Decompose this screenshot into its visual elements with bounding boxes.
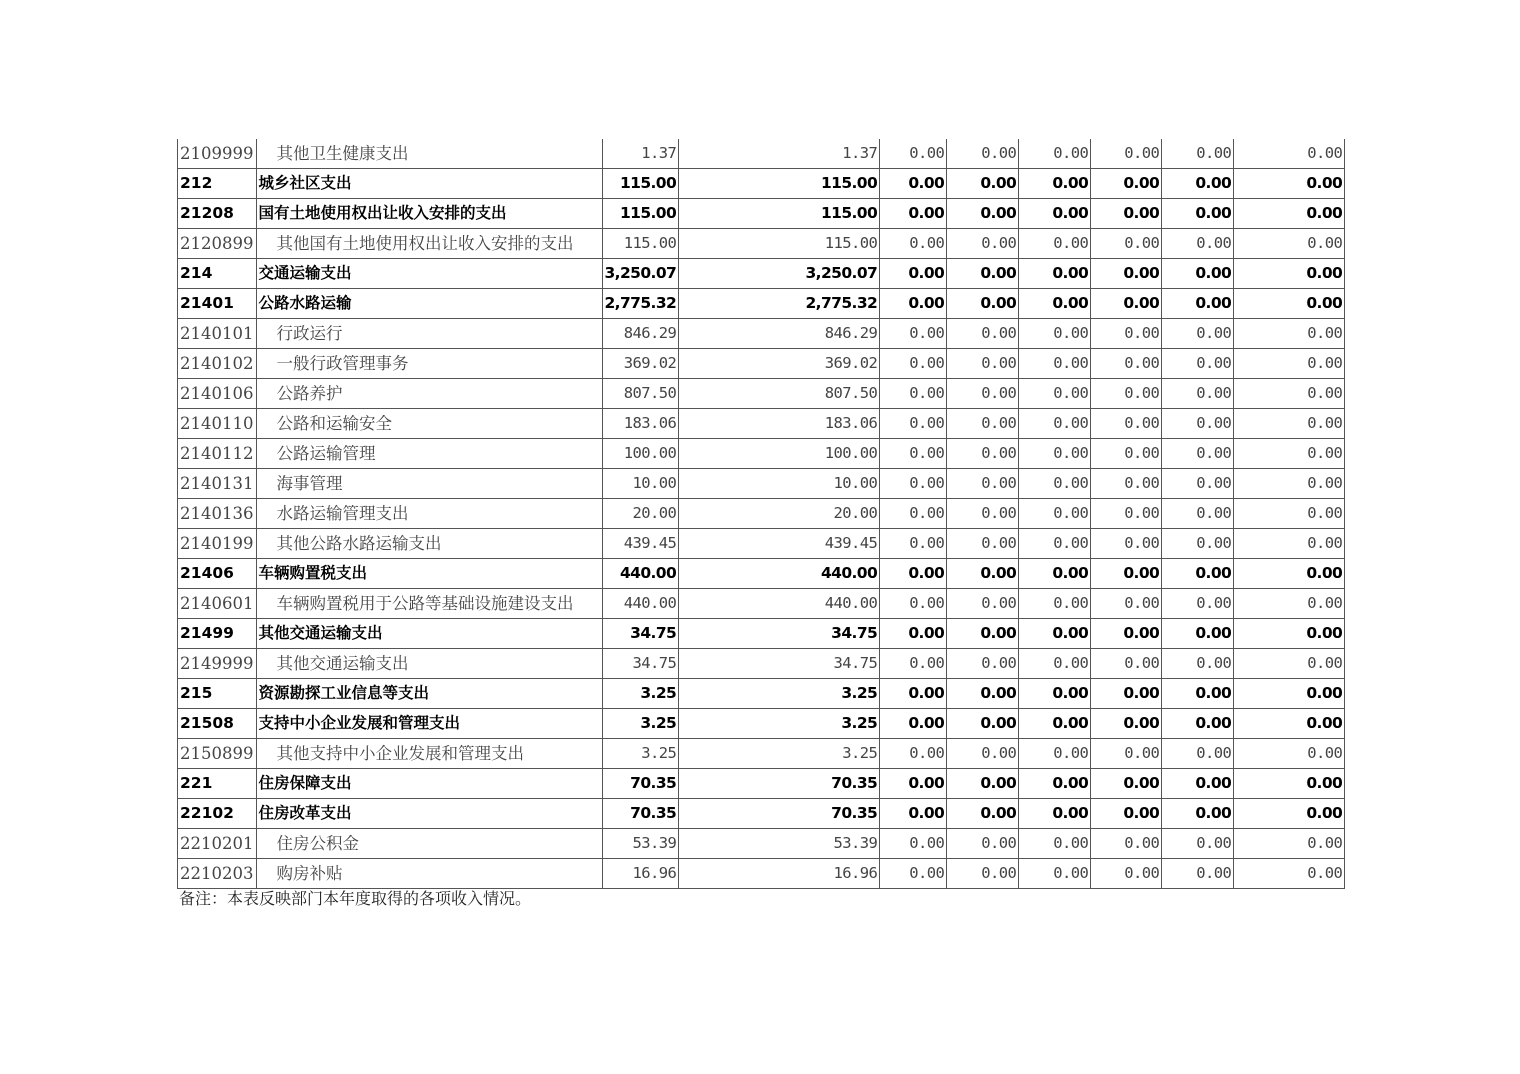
value-cell: 115.00 bbox=[602, 169, 679, 199]
value-cell: 0.00 bbox=[1091, 589, 1162, 619]
value-cell: 0.00 bbox=[880, 499, 947, 529]
value-cell: 0.00 bbox=[947, 589, 1019, 619]
value-cell: 0.00 bbox=[1162, 649, 1234, 679]
row-name: 水路运输管理支出 bbox=[256, 499, 602, 529]
table-row bbox=[178, 139, 1345, 169]
value-cell: 0.00 bbox=[1162, 349, 1234, 379]
value-cell: 0.00 bbox=[1019, 139, 1091, 169]
value-cell: 0.00 bbox=[880, 259, 947, 289]
value-cell: 34.75 bbox=[602, 619, 679, 649]
value-cell: 440.00 bbox=[602, 589, 679, 619]
value-cell: 0.00 bbox=[947, 139, 1019, 169]
row-code: 21401 bbox=[178, 289, 257, 319]
value-cell: 0.00 bbox=[1091, 469, 1162, 499]
value-cell: 0.00 bbox=[1162, 679, 1234, 709]
value-cell: 1.37 bbox=[602, 139, 679, 169]
value-cell: 0.00 bbox=[1234, 199, 1345, 229]
value-cell: 0.00 bbox=[947, 349, 1019, 379]
value-cell: 0.00 bbox=[1091, 199, 1162, 229]
value-cell: 0.00 bbox=[1162, 379, 1234, 409]
table-body bbox=[178, 139, 1345, 889]
value-cell: 20.00 bbox=[602, 499, 679, 529]
table-row bbox=[178, 319, 1345, 349]
value-cell: 0.00 bbox=[1019, 769, 1091, 799]
value-cell: 10.00 bbox=[679, 469, 880, 499]
row-name: 住房改革支出 bbox=[256, 799, 602, 829]
value-cell: 0.00 bbox=[1162, 829, 1234, 859]
row-code: 2120899 bbox=[178, 229, 257, 259]
value-cell: 0.00 bbox=[1162, 229, 1234, 259]
value-cell: 0.00 bbox=[1234, 289, 1345, 319]
value-cell: 0.00 bbox=[1234, 829, 1345, 859]
value-cell: 3.25 bbox=[679, 739, 880, 769]
row-name: 城乡社区支出 bbox=[256, 169, 602, 199]
value-cell: 0.00 bbox=[1234, 469, 1345, 499]
row-code: 21508 bbox=[178, 709, 257, 739]
table-row bbox=[178, 409, 1345, 439]
value-cell: 0.00 bbox=[1234, 589, 1345, 619]
value-cell: 0.00 bbox=[947, 439, 1019, 469]
table-row bbox=[178, 229, 1345, 259]
row-code: 2140136 bbox=[178, 499, 257, 529]
row-code: 2150899 bbox=[178, 739, 257, 769]
value-cell: 10.00 bbox=[602, 469, 679, 499]
value-cell: 0.00 bbox=[1162, 529, 1234, 559]
value-cell: 34.75 bbox=[679, 649, 880, 679]
row-code: 21406 bbox=[178, 559, 257, 589]
value-cell: 0.00 bbox=[1162, 499, 1234, 529]
value-cell: 0.00 bbox=[1234, 409, 1345, 439]
value-cell: 0.00 bbox=[947, 259, 1019, 289]
value-cell: 70.35 bbox=[679, 799, 880, 829]
value-cell: 183.06 bbox=[679, 409, 880, 439]
table-row bbox=[178, 559, 1345, 589]
row-name: 车辆购置税支出 bbox=[256, 559, 602, 589]
value-cell: 0.00 bbox=[1234, 349, 1345, 379]
table-row bbox=[178, 499, 1345, 529]
value-cell: 0.00 bbox=[1234, 769, 1345, 799]
value-cell: 0.00 bbox=[947, 679, 1019, 709]
value-cell: 0.00 bbox=[1162, 259, 1234, 289]
table-row bbox=[178, 799, 1345, 829]
row-code: 2140110 bbox=[178, 409, 257, 439]
income-table bbox=[177, 139, 1345, 889]
value-cell: 100.00 bbox=[602, 439, 679, 469]
value-cell: 0.00 bbox=[1091, 709, 1162, 739]
value-cell: 0.00 bbox=[1234, 649, 1345, 679]
row-name: 公路运输管理 bbox=[256, 439, 602, 469]
value-cell: 0.00 bbox=[1091, 259, 1162, 289]
table-row bbox=[178, 169, 1345, 199]
value-cell: 0.00 bbox=[1019, 529, 1091, 559]
value-cell: 0.00 bbox=[880, 469, 947, 499]
value-cell: 115.00 bbox=[602, 229, 679, 259]
value-cell: 0.00 bbox=[1091, 499, 1162, 529]
value-cell: 2,775.32 bbox=[602, 289, 679, 319]
table-row bbox=[178, 709, 1345, 739]
value-cell: 0.00 bbox=[880, 139, 947, 169]
value-cell: 2,775.32 bbox=[679, 289, 880, 319]
value-cell: 440.00 bbox=[602, 559, 679, 589]
row-name: 住房保障支出 bbox=[256, 769, 602, 799]
row-code: 2210201 bbox=[178, 829, 257, 859]
value-cell: 0.00 bbox=[1234, 499, 1345, 529]
value-cell: 0.00 bbox=[880, 589, 947, 619]
value-cell: 0.00 bbox=[1091, 169, 1162, 199]
value-cell: 0.00 bbox=[880, 559, 947, 589]
row-code: 2140102 bbox=[178, 349, 257, 379]
value-cell: 0.00 bbox=[1091, 139, 1162, 169]
value-cell: 0.00 bbox=[1019, 859, 1091, 889]
row-name: 住房公积金 bbox=[256, 829, 602, 859]
row-name: 行政运行 bbox=[256, 319, 602, 349]
row-code: 214 bbox=[178, 259, 257, 289]
value-cell: 0.00 bbox=[947, 619, 1019, 649]
row-name: 国有土地使用权出让收入安排的支出 bbox=[256, 199, 602, 229]
value-cell: 0.00 bbox=[947, 829, 1019, 859]
table-row bbox=[178, 679, 1345, 709]
value-cell: 0.00 bbox=[947, 799, 1019, 829]
value-cell: 34.75 bbox=[679, 619, 880, 649]
row-name: 支持中小企业发展和管理支出 bbox=[256, 709, 602, 739]
value-cell: 70.35 bbox=[602, 799, 679, 829]
value-cell: 0.00 bbox=[880, 679, 947, 709]
value-cell: 0.00 bbox=[880, 319, 947, 349]
row-code: 2109999 bbox=[178, 139, 257, 169]
row-code: 2140199 bbox=[178, 529, 257, 559]
value-cell: 0.00 bbox=[1019, 709, 1091, 739]
value-cell: 0.00 bbox=[1162, 739, 1234, 769]
value-cell: 0.00 bbox=[1091, 769, 1162, 799]
value-cell: 0.00 bbox=[1234, 709, 1345, 739]
row-code: 215 bbox=[178, 679, 257, 709]
value-cell: 0.00 bbox=[880, 799, 947, 829]
value-cell: 369.02 bbox=[679, 349, 880, 379]
value-cell: 115.00 bbox=[679, 229, 880, 259]
value-cell: 3.25 bbox=[602, 739, 679, 769]
value-cell: 369.02 bbox=[602, 349, 679, 379]
table-footnote: 备注：本表反映部门本年度取得的各项收入情况。 bbox=[179, 889, 532, 908]
value-cell: 0.00 bbox=[1234, 439, 1345, 469]
value-cell: 70.35 bbox=[602, 769, 679, 799]
value-cell: 0.00 bbox=[1091, 829, 1162, 859]
value-cell: 846.29 bbox=[602, 319, 679, 349]
value-cell: 3,250.07 bbox=[679, 259, 880, 289]
value-cell: 0.00 bbox=[1234, 379, 1345, 409]
value-cell: 0.00 bbox=[1091, 859, 1162, 889]
value-cell: 0.00 bbox=[880, 409, 947, 439]
value-cell: 0.00 bbox=[880, 619, 947, 649]
value-cell: 0.00 bbox=[1234, 139, 1345, 169]
value-cell: 0.00 bbox=[880, 829, 947, 859]
value-cell: 0.00 bbox=[1234, 259, 1345, 289]
value-cell: 0.00 bbox=[1162, 709, 1234, 739]
value-cell: 0.00 bbox=[1234, 229, 1345, 259]
value-cell: 0.00 bbox=[880, 529, 947, 559]
value-cell: 3,250.07 bbox=[602, 259, 679, 289]
value-cell: 0.00 bbox=[1162, 469, 1234, 499]
value-cell: 16.96 bbox=[679, 859, 880, 889]
row-code: 21208 bbox=[178, 199, 257, 229]
value-cell: 0.00 bbox=[1234, 679, 1345, 709]
row-name: 其他交通运输支出 bbox=[256, 649, 602, 679]
value-cell: 0.00 bbox=[1091, 619, 1162, 649]
row-code: 22102 bbox=[178, 799, 257, 829]
value-cell: 0.00 bbox=[1091, 799, 1162, 829]
value-cell: 0.00 bbox=[1234, 859, 1345, 889]
value-cell: 0.00 bbox=[1091, 409, 1162, 439]
value-cell: 439.45 bbox=[679, 529, 880, 559]
row-code: 212 bbox=[178, 169, 257, 199]
value-cell: 0.00 bbox=[1019, 619, 1091, 649]
value-cell: 0.00 bbox=[1019, 349, 1091, 379]
table-row bbox=[178, 289, 1345, 319]
value-cell: 3.25 bbox=[679, 709, 880, 739]
value-cell: 0.00 bbox=[1019, 169, 1091, 199]
value-cell: 0.00 bbox=[880, 199, 947, 229]
row-name: 其他交通运输支出 bbox=[256, 619, 602, 649]
value-cell: 0.00 bbox=[880, 649, 947, 679]
value-cell: 0.00 bbox=[880, 769, 947, 799]
table-row bbox=[178, 769, 1345, 799]
value-cell: 53.39 bbox=[679, 829, 880, 859]
value-cell: 0.00 bbox=[1234, 169, 1345, 199]
value-cell: 70.35 bbox=[679, 769, 880, 799]
row-name: 一般行政管理事务 bbox=[256, 349, 602, 379]
row-name: 购房补贴 bbox=[256, 859, 602, 889]
value-cell: 0.00 bbox=[880, 169, 947, 199]
table-row bbox=[178, 739, 1345, 769]
row-name: 其他支持中小企业发展和管理支出 bbox=[256, 739, 602, 769]
value-cell: 0.00 bbox=[1234, 619, 1345, 649]
row-name: 公路水路运输 bbox=[256, 289, 602, 319]
value-cell: 0.00 bbox=[947, 529, 1019, 559]
value-cell: 0.00 bbox=[1091, 379, 1162, 409]
row-name: 交通运输支出 bbox=[256, 259, 602, 289]
row-code: 221 bbox=[178, 769, 257, 799]
row-name: 其他公路水路运输支出 bbox=[256, 529, 602, 559]
value-cell: 0.00 bbox=[1019, 229, 1091, 259]
value-cell: 0.00 bbox=[947, 229, 1019, 259]
value-cell: 0.00 bbox=[880, 289, 947, 319]
table-row bbox=[178, 469, 1345, 499]
value-cell: 0.00 bbox=[1091, 679, 1162, 709]
value-cell: 0.00 bbox=[947, 649, 1019, 679]
value-cell: 0.00 bbox=[1019, 439, 1091, 469]
value-cell: 0.00 bbox=[880, 739, 947, 769]
value-cell: 0.00 bbox=[1019, 319, 1091, 349]
value-cell: 0.00 bbox=[1019, 589, 1091, 619]
value-cell: 0.00 bbox=[880, 229, 947, 259]
value-cell: 440.00 bbox=[679, 559, 880, 589]
row-name: 公路和运输安全 bbox=[256, 409, 602, 439]
row-code: 2140106 bbox=[178, 379, 257, 409]
value-cell: 0.00 bbox=[1234, 529, 1345, 559]
value-cell: 0.00 bbox=[1162, 619, 1234, 649]
value-cell: 0.00 bbox=[1162, 559, 1234, 589]
value-cell: 3.25 bbox=[602, 679, 679, 709]
value-cell: 0.00 bbox=[1162, 439, 1234, 469]
value-cell: 0.00 bbox=[1019, 739, 1091, 769]
value-cell: 0.00 bbox=[947, 199, 1019, 229]
table-row bbox=[178, 859, 1345, 889]
value-cell: 0.00 bbox=[1162, 169, 1234, 199]
value-cell: 0.00 bbox=[947, 559, 1019, 589]
value-cell: 0.00 bbox=[1019, 469, 1091, 499]
value-cell: 0.00 bbox=[1091, 739, 1162, 769]
value-cell: 0.00 bbox=[1091, 529, 1162, 559]
value-cell: 0.00 bbox=[1019, 499, 1091, 529]
value-cell: 115.00 bbox=[679, 169, 880, 199]
value-cell: 0.00 bbox=[1019, 259, 1091, 289]
value-cell: 0.00 bbox=[1162, 319, 1234, 349]
value-cell: 100.00 bbox=[679, 439, 880, 469]
value-cell: 53.39 bbox=[602, 829, 679, 859]
value-cell: 0.00 bbox=[1019, 559, 1091, 589]
value-cell: 807.50 bbox=[679, 379, 880, 409]
row-name: 其他国有土地使用权出让收入安排的支出 bbox=[256, 229, 602, 259]
value-cell: 0.00 bbox=[1019, 199, 1091, 229]
value-cell: 0.00 bbox=[1162, 769, 1234, 799]
row-code: 21499 bbox=[178, 619, 257, 649]
value-cell: 0.00 bbox=[947, 739, 1019, 769]
value-cell: 3.25 bbox=[602, 709, 679, 739]
value-cell: 0.00 bbox=[1162, 799, 1234, 829]
value-cell: 0.00 bbox=[1091, 649, 1162, 679]
value-cell: 0.00 bbox=[1091, 559, 1162, 589]
value-cell: 0.00 bbox=[1162, 859, 1234, 889]
value-cell: 0.00 bbox=[1234, 559, 1345, 589]
value-cell: 0.00 bbox=[1234, 319, 1345, 349]
value-cell: 0.00 bbox=[947, 409, 1019, 439]
value-cell: 846.29 bbox=[679, 319, 880, 349]
value-cell: 0.00 bbox=[1019, 379, 1091, 409]
row-name: 海事管理 bbox=[256, 469, 602, 499]
value-cell: 0.00 bbox=[880, 439, 947, 469]
value-cell: 0.00 bbox=[880, 859, 947, 889]
value-cell: 34.75 bbox=[602, 649, 679, 679]
row-code: 2140101 bbox=[178, 319, 257, 349]
value-cell: 0.00 bbox=[1162, 289, 1234, 319]
value-cell: 16.96 bbox=[602, 859, 679, 889]
value-cell: 807.50 bbox=[602, 379, 679, 409]
row-name: 车辆购置税用于公路等基础设施建设支出 bbox=[256, 589, 602, 619]
table-row bbox=[178, 829, 1345, 859]
table-row bbox=[178, 529, 1345, 559]
table-row bbox=[178, 619, 1345, 649]
value-cell: 0.00 bbox=[947, 319, 1019, 349]
row-name: 其他卫生健康支出 bbox=[256, 139, 602, 169]
row-code: 2149999 bbox=[178, 649, 257, 679]
value-cell: 0.00 bbox=[1019, 409, 1091, 439]
value-cell: 0.00 bbox=[1019, 649, 1091, 679]
table-row bbox=[178, 379, 1345, 409]
table-row bbox=[178, 439, 1345, 469]
value-cell: 0.00 bbox=[1091, 229, 1162, 259]
row-code: 2140131 bbox=[178, 469, 257, 499]
table-row bbox=[178, 649, 1345, 679]
value-cell: 0.00 bbox=[947, 289, 1019, 319]
row-code: 2140601 bbox=[178, 589, 257, 619]
value-cell: 0.00 bbox=[1091, 439, 1162, 469]
table-row bbox=[178, 349, 1345, 379]
value-cell: 0.00 bbox=[1019, 289, 1091, 319]
row-code: 2140112 bbox=[178, 439, 257, 469]
value-cell: 0.00 bbox=[1019, 799, 1091, 829]
value-cell: 20.00 bbox=[679, 499, 880, 529]
value-cell: 0.00 bbox=[880, 709, 947, 739]
value-cell: 0.00 bbox=[1019, 829, 1091, 859]
value-cell: 0.00 bbox=[947, 499, 1019, 529]
value-cell: 0.00 bbox=[1234, 799, 1345, 829]
value-cell: 0.00 bbox=[1091, 319, 1162, 349]
value-cell: 0.00 bbox=[880, 349, 947, 379]
row-name: 公路养护 bbox=[256, 379, 602, 409]
row-code: 2210203 bbox=[178, 859, 257, 889]
value-cell: 0.00 bbox=[947, 469, 1019, 499]
value-cell: 0.00 bbox=[1019, 679, 1091, 709]
value-cell: 115.00 bbox=[679, 199, 880, 229]
row-name: 资源勘探工业信息等支出 bbox=[256, 679, 602, 709]
value-cell: 0.00 bbox=[947, 769, 1019, 799]
value-cell: 0.00 bbox=[1091, 289, 1162, 319]
table-row bbox=[178, 589, 1345, 619]
value-cell: 0.00 bbox=[947, 859, 1019, 889]
value-cell: 3.25 bbox=[679, 679, 880, 709]
value-cell: 440.00 bbox=[679, 589, 880, 619]
table-row bbox=[178, 199, 1345, 229]
value-cell: 0.00 bbox=[1162, 409, 1234, 439]
value-cell: 0.00 bbox=[947, 169, 1019, 199]
value-cell: 0.00 bbox=[1162, 139, 1234, 169]
value-cell: 1.37 bbox=[679, 139, 880, 169]
value-cell: 0.00 bbox=[1091, 349, 1162, 379]
value-cell: 0.00 bbox=[947, 709, 1019, 739]
value-cell: 0.00 bbox=[1162, 589, 1234, 619]
value-cell: 115.00 bbox=[602, 199, 679, 229]
value-cell: 0.00 bbox=[947, 379, 1019, 409]
value-cell: 0.00 bbox=[1234, 739, 1345, 769]
value-cell: 0.00 bbox=[1162, 199, 1234, 229]
value-cell: 439.45 bbox=[602, 529, 679, 559]
value-cell: 0.00 bbox=[880, 379, 947, 409]
value-cell: 183.06 bbox=[602, 409, 679, 439]
table-row bbox=[178, 259, 1345, 289]
